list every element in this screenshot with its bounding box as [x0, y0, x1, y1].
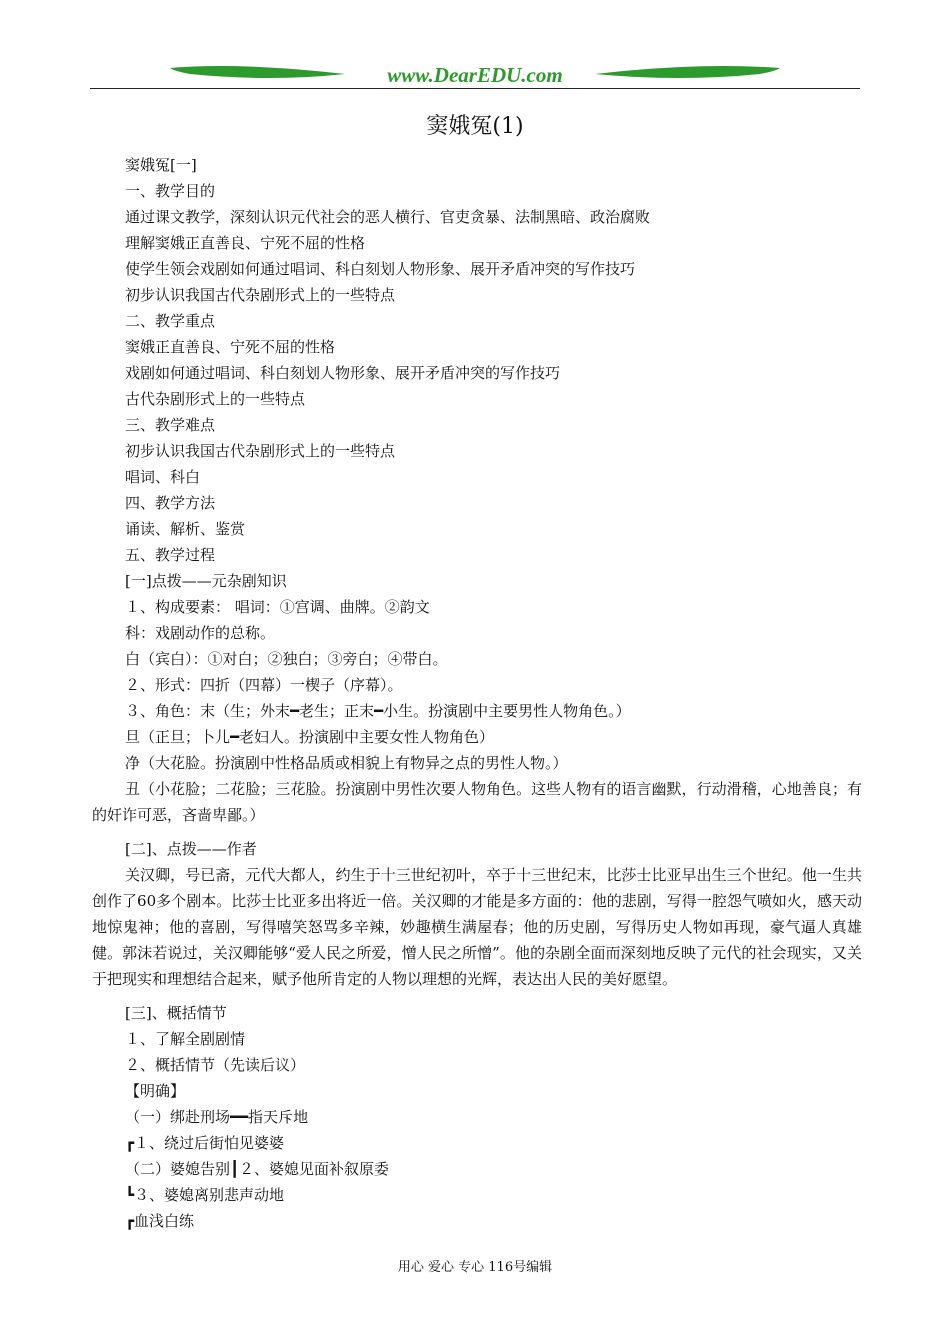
body-line: 通过课文教学，深刻认识元代社会的恶人横行、官吏贪暴、法制黑暗、政治腐败	[125, 208, 651, 226]
body-line: １、构成要素： 唱词：①宫调、曲牌。②韵文	[125, 598, 430, 616]
body-line: 理解窦娥正直善良、宁死不屈的性格	[125, 234, 366, 252]
body-line: 白（宾白）：①对白；②独白；③旁白；④带白。	[125, 650, 448, 668]
body-line: 初步认识我国古代杂剧形式上的一些特点	[125, 286, 396, 304]
right-swoosh	[595, 66, 780, 78]
body-line: 初步认识我国古代杂剧形式上的一些特点	[125, 442, 396, 460]
body-line: 旦（正旦；卜儿━老妇人。扮演剧中主要女性人物角色）	[125, 728, 495, 746]
body-line: ┏１、绕过后街怕见婆婆	[125, 1134, 285, 1152]
page-footer: 用心 爱心 专心 116号编辑	[397, 1260, 553, 1275]
body-line: 窦娥正直善良、宁死不屈的性格	[125, 338, 336, 356]
body-line: ２、概括情节（先读后议）	[125, 1056, 306, 1074]
header-divider	[90, 88, 860, 89]
paragraph-author: 关汉卿，号已斋，元代大都人，约生于十三世纪初叶，卒于十三世纪末，比莎士比亚早出生三个世纪。他一生共创作了60多个剧本。比莎士比亚多出将近一倍。关汉卿的才能是多方面的：他的悲剧，写得一腔怨气喷如火，感天动地惊鬼神；他的喜剧，写得嘻笑怒骂多辛辣，妙趣横生满屋春；他的历史剧，写得历史人物如再现，豪气逼人真雄健。郭沫若说过，关汉卿能够“爱人民之所爱，憎人民之所憎”。他的杂剧全面而深刻地反映了元代的社会现实，又关于把现实和理想结合起来，赋予他所肯定的人物以理想的光辉，表达出人民的美好愿望。	[92, 866, 862, 988]
body-line: 使学生领会戏剧如何通过唱词、科白刻划人物形象、展开矛盾冲突的写作技巧	[125, 260, 636, 278]
body-line: [一]点拨——元杂剧知识	[125, 572, 287, 590]
logo-text: www.DearEDU.com	[387, 63, 563, 87]
section-heading: [二]、点拨——作者	[125, 840, 257, 858]
section-heading: 二、教学重点	[125, 312, 216, 330]
body-line: 唱词、科白	[125, 468, 201, 486]
left-swoosh	[170, 66, 345, 78]
section-heading: 三、教学难点	[125, 416, 216, 434]
body-line: ３、角色：末（生；外末━老生；正末━小生。扮演剧中主要男性人物角色。）	[125, 702, 631, 720]
section-heading: 五、教学过程	[125, 546, 216, 564]
body-line: 诵读、解析、鉴赏	[125, 520, 246, 538]
page-title: 窦娥冤(1)	[426, 114, 524, 139]
body-line: 科：戏剧动作的总称。	[125, 624, 276, 642]
body-line: （一）绑赴刑场━━指天斥地	[125, 1108, 309, 1126]
section-heading: [三]、概括情节	[125, 1004, 227, 1022]
site-header-banner	[90, 56, 860, 90]
body-line: ┏血浅白练	[125, 1212, 195, 1230]
body-line: １、了解全剧剧情	[125, 1030, 246, 1048]
body-line: 净（大花脸。扮演剧中性格品质或相貌上有物异之点的男性人物。）	[125, 754, 568, 772]
body-line: 戏剧如何通过唱词、科白刻划人物形象、展开矛盾冲突的写作技巧	[125, 364, 561, 382]
body-line: ２、形式：四折（四幕）一楔子（序幕）。	[125, 676, 403, 694]
body-line: 古代杂剧形式上的一些特点	[125, 390, 306, 408]
body-line: 窦娥冤[一]	[125, 156, 197, 174]
body-line: 【明确】	[125, 1082, 186, 1100]
body-line: ┗３、婆媳离别悲声动地	[125, 1186, 285, 1204]
body-line: （二）婆媳告别┃２、婆媳见面补叙原委	[125, 1160, 390, 1178]
paragraph-chou-role: 丑（小花脸；二花脸；三花脸。扮演剧中男性次要人物角色。这些人物有的语言幽默，行动滑稽，心地善良；有的奸诈可恶，吝啬卑鄙。）	[92, 780, 862, 824]
section-heading: 四、教学方法	[125, 494, 216, 512]
document-body	[92, 152, 862, 1234]
swoosh-logo	[90, 56, 860, 90]
section-heading: 一、教学目的	[125, 182, 216, 200]
